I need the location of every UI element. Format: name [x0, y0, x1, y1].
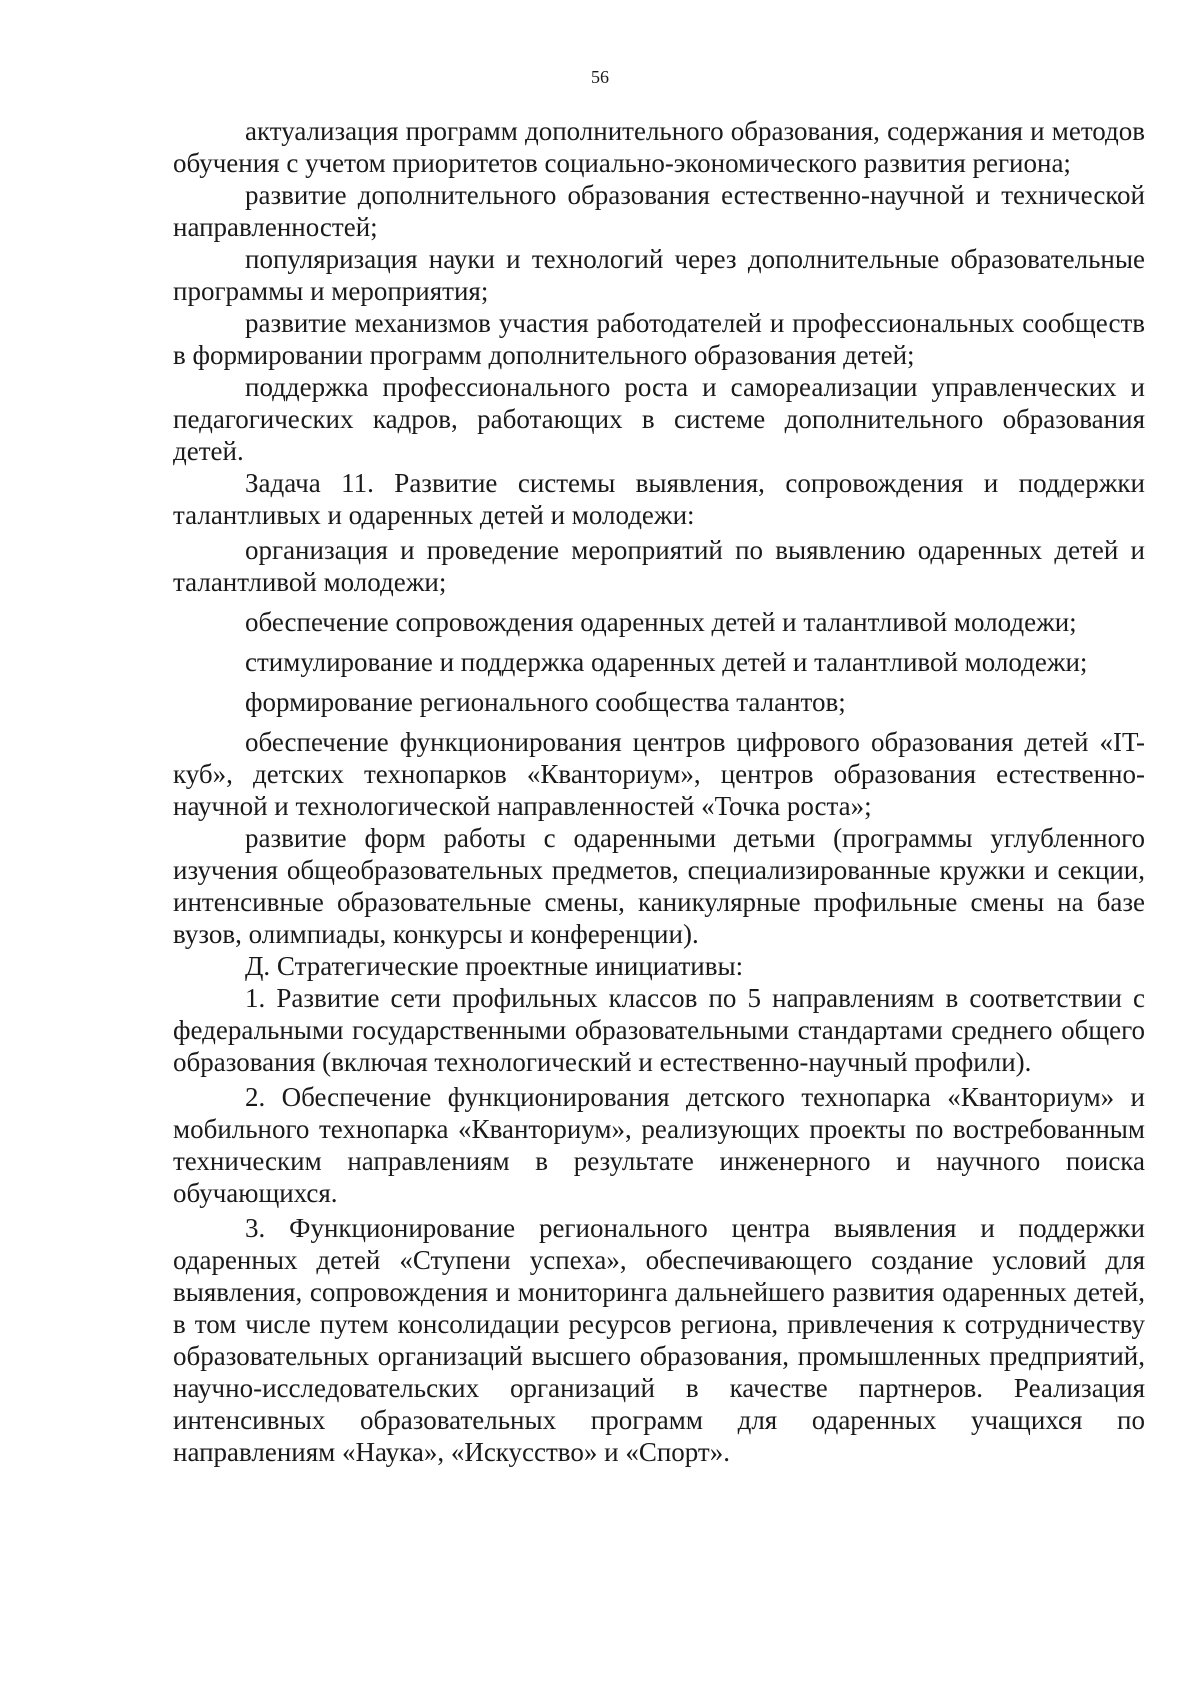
paragraph-7: организация и проведение мероприятий по выявлению одаренных детей и талантливой молодежи; [173, 535, 1145, 597]
paragraph-9: стимулирование и поддержка одаренных детей и талантливой молодежи; [245, 647, 1088, 677]
paragraph-1: актуализация программ дополнительного образования, содержания и методов обучения с учетом приоритетов социально-экономического развития региона; [173, 116, 1145, 178]
task-11-heading: Задача 11. Развитие системы выявления, сопровождения и поддержки талантливых и одаренных детей и молодежи: [173, 468, 1145, 530]
paragraph-4: развитие механизмов участия работодателей и профессиональных сообществ в формировании программ дополнительного образования детей; [173, 308, 1145, 370]
paragraph-11: обеспечение функционирования центров цифрового образования детей «IT-куб», детских технопарков «Кванториум», центров образования естественно-научной и технологической направленностей «Точка роста»; [173, 727, 1145, 821]
strategic-initiatives-heading: Д. Стратегические проектные инициативы: [245, 951, 744, 981]
initiative-1: 1. Развитие сети профильных классов по 5 направлениям в соответствии с федеральными государственными образовательными стандартами среднего общего образования (включая технологический и естественно-научный профили). [173, 983, 1145, 1077]
paragraph-5: поддержка профессионального роста и самореализации управленческих и педагогических кадров, работающих в системе дополнительного образования детей. [173, 372, 1145, 466]
paragraph-3: популяризация науки и технологий через дополнительные образовательные программы и мероприятия; [173, 244, 1145, 306]
initiative-2: 2. Обеспечение функционирования детского технопарка «Кванториум» и мобильного технопарка «Кванториум», реализующих проекты по востребованным техническим направлениям в результате инженерного и научного поиска обучающихся. [173, 1082, 1145, 1208]
paragraph-10: формирование регионального сообщества талантов; [245, 687, 846, 717]
paragraph-12: развитие форм работы с одаренными детьми (программы углубленного изучения общеобразовательных предметов, специализированные кружки и секции, интенсивные образовательные смены, каникулярные профильные смены на базе вузов, олимпиады, конкурсы и конференции). [173, 823, 1145, 949]
paragraph-8: обеспечение сопровождения одаренных детей и талантливой молодежи; [245, 607, 1077, 637]
initiative-3: 3. Функционирование регионального центра выявления и поддержки одаренных детей «Ступени успеха», обеспечивающего создание условий для выявления, сопровождения и мониторинга дальнейшего развития одаренных детей, в том числе путем консолидации ресурсов региона, привлечения к сотрудничеству образовательных организаций высшего образования, промышленных предприятий, научно-исследовательских организаций в качестве партнеров. Реализация интенсивных образовательных программ для одаренных учащихся по направлениям «Наука», «Искусство» и «Спорт». [173, 1213, 1145, 1467]
paragraph-2: развитие дополнительного образования естественно-научной и технической направленностей; [173, 180, 1145, 242]
page-number: 56 [591, 67, 609, 87]
document-body [173, 115, 1145, 1468]
